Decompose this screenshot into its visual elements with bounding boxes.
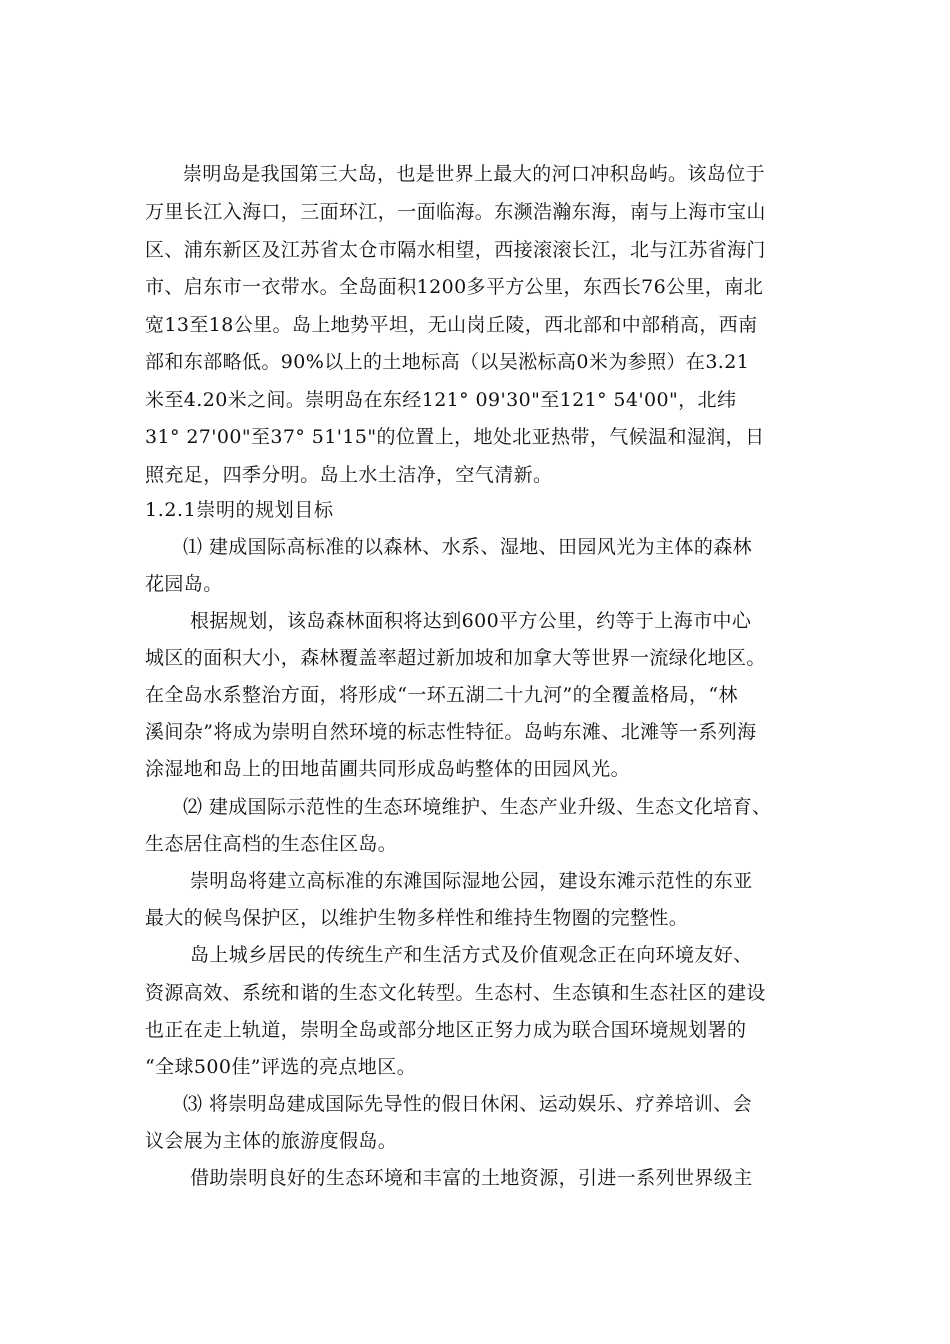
list-item: ⑵ 建成国际示范性的生态环境维护、生态产业升级、生态文化培育、 — [183, 796, 772, 818]
list-item: ⑶ 将崇明岛建成国际先导性的假日休闲、运动娱乐、疗养培训、会 — [183, 1093, 753, 1115]
paragraph-line: 崇明岛将建立高标准的东滩国际湿地公园，建设东滩示范性的东亚 — [190, 870, 753, 892]
section-heading: 1.2.1崇明的规划目标 — [145, 499, 334, 521]
paragraph-line: 部和东部略低。90%以上的土地标高（以吴淞标高0米为参照）在3.21 — [145, 351, 750, 373]
paragraph-line: 31° 27'00"至37° 51'15"的位置上，地处北亚热带，气候温和湿润，日 — [145, 426, 765, 448]
paragraph-line: 借助崇明良好的生态环境和丰富的土地资源，引进一系列世界级主 — [190, 1167, 753, 1189]
paragraph-line: 资源高效、系统和谐的生态文化转型。生态村、生态镇和生态社区的建设 — [145, 982, 766, 1004]
paragraph-line: 市、启东市一衣带水。全岛面积1200多平方公里，东西长76公里，南北 — [145, 276, 764, 298]
paragraph-line: 溪间杂”将成为崇明自然环境的标志性特征。岛屿东滩、北滩等一系列海 — [145, 721, 757, 743]
paragraph-line: 照充足，四季分明。岛上水土洁净，空气清新。 — [145, 464, 553, 486]
paragraph-line: 万里长江入海口，三面环江，一面临海。东濒浩瀚东海，南与上海市宝山 — [145, 201, 766, 223]
paragraph-line: 崇明岛是我国第三大岛，也是世界上最大的河口冲积岛屿。该岛位于 — [183, 163, 766, 185]
paragraph-line: 城区的面积大小，森林覆盖率超过新加坡和加拿大等世界一流绿化地区。 — [145, 647, 766, 669]
paragraph-line: “全球500佳”评选的亮点地区。 — [145, 1056, 417, 1078]
paragraph-line: 宽13至18公里。岛上地势平坦，无山岗丘陵，西北部和中部稍高，西南 — [145, 314, 758, 336]
paragraph-line: 根据规划，该岛森林面积将达到600平方公里，约等于上海市中心 — [190, 610, 752, 632]
paragraph-line: 岛上城乡居民的传统生产和生活方式及价值观念正在向环境友好、 — [190, 944, 753, 966]
list-item-continuation: 花园岛。 — [145, 573, 223, 595]
paragraph-line: 最大的候鸟保护区，以维护生物多样性和维持生物圈的完整性。 — [145, 907, 689, 929]
list-item: ⑴ 建成国际高标准的以森林、水系、湿地、田园风光为主体的森林 — [183, 536, 753, 558]
paragraph-line: 也正在走上轨道，崇明全岛或部分地区正努力成为联合国环境规划署的 — [145, 1019, 747, 1041]
paragraph-line: 在全岛水系整治方面，将形成“一环五湖二十九河”的全覆盖格局，“林 — [145, 684, 738, 706]
list-item-continuation: 议会展为主体的旅游度假岛。 — [145, 1130, 398, 1152]
paragraph-line: 区、浦东新区及江苏省太仓市隔水相望，西接滚滚长江，北与江苏省海门 — [145, 239, 766, 261]
paragraph-line: 涂湿地和岛上的田地苗圃共同形成岛屿整体的田园风光。 — [145, 758, 631, 780]
paragraph-line: 米至4.20米之间。崇明岛在东经121° 09'30"至121° 54'00"，北纬 — [145, 389, 737, 411]
list-item-continuation: 生态居住高档的生态住区岛。 — [145, 833, 398, 855]
